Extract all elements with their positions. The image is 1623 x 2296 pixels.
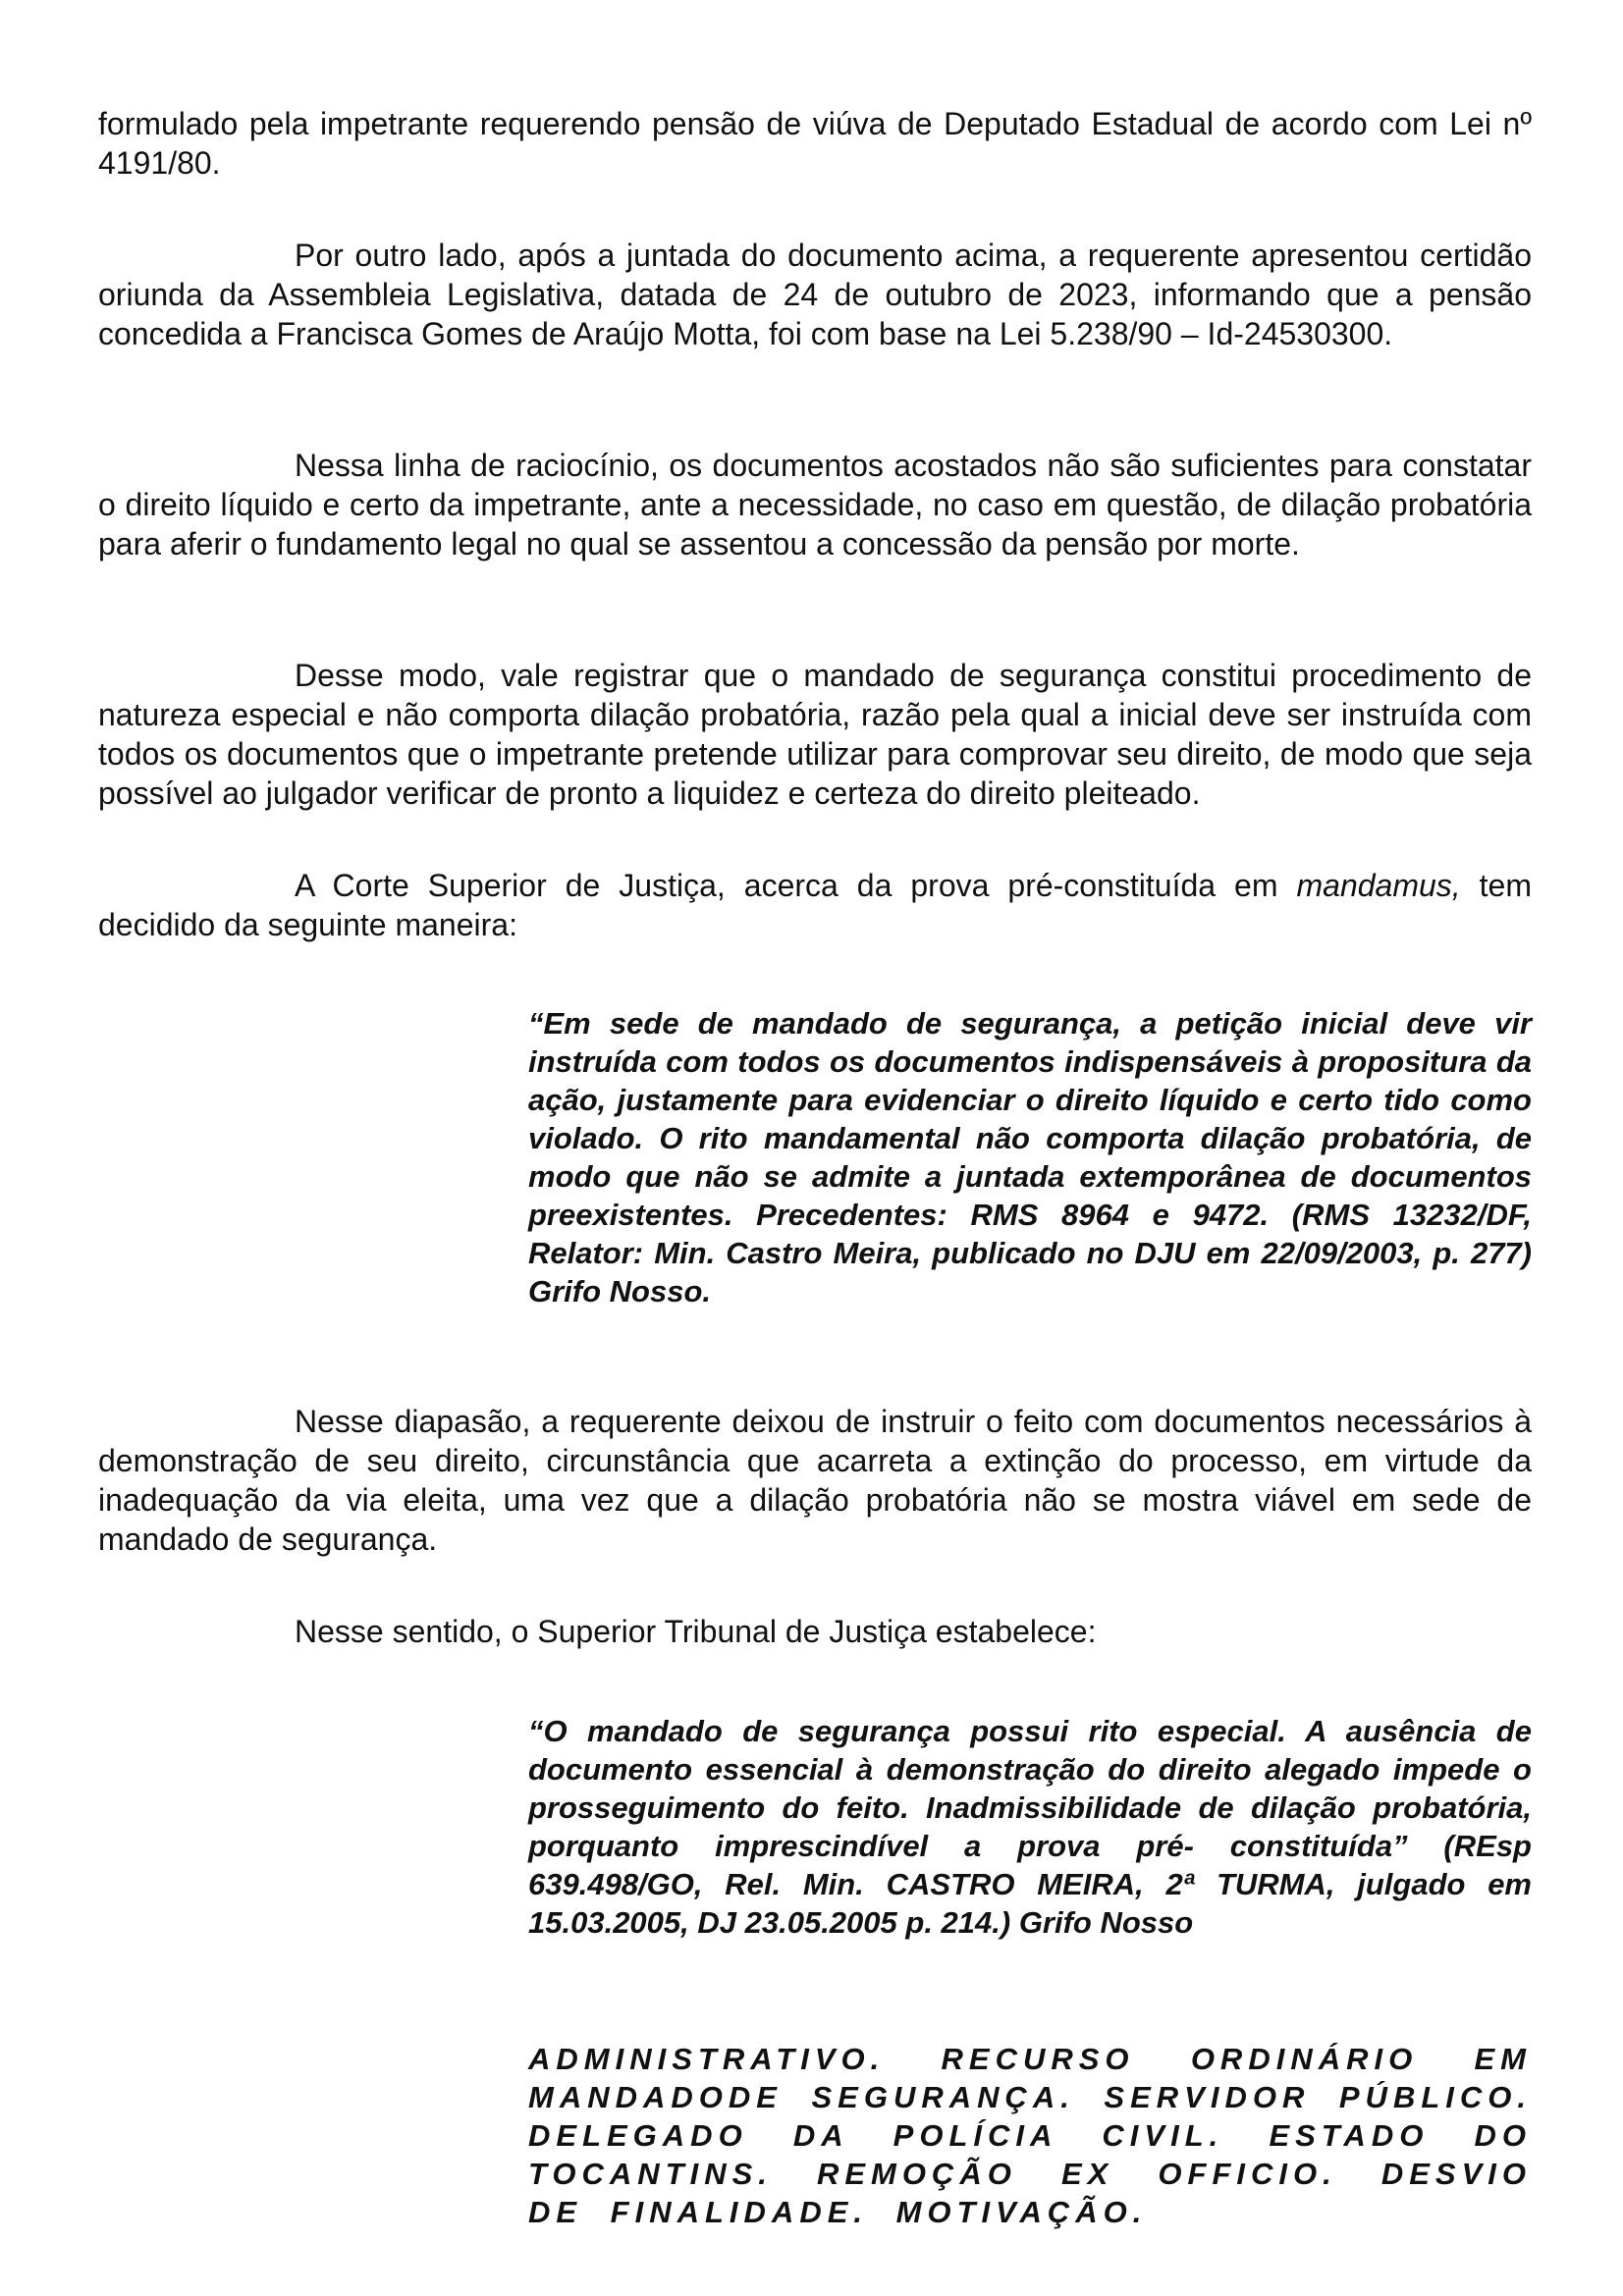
- quote-resp-639498: “O mandado de segurança possui rito especial. A ausência de documento essencial à demonstração do direito alegado impede o prosseguimento do feito. Inadmissibilidade de dilação probatória, porquanto imprescindível a prova pré- constituída” (REsp 639.498/GO, Rel. Min. CASTRO MEIRA, 2ª TURMA, julgado em 15.03.2005, DJ 23.05.2005 p. 214.) Grifo Nosso: [528, 1714, 1532, 1940]
- paragraph-desse-modo: Desse modo, vale registrar que o mandado de segurança constitui procedimento de natureza especial e não comporta dilação probatória, razão pela qual a inicial deve ser instruída com todos os documentos que o impetrante pretende utilizar para comprovar seu direito, de modo que seja possível ao julgador verificar de pronto a liquidez e certeza do direito pleiteado.: [98, 658, 1532, 811]
- corte-text-before: A Corte Superior de Justiça, acerca da prova pré-constituída em: [295, 868, 1297, 903]
- corte-text-italic: mandamus,: [1296, 868, 1461, 903]
- paragraph-certidao: Por outro lado, após a juntada do documento acima, a requerente apresentou certidão oriunda da Assembleia Legislativa, datada de 24 de outubro de 2023, informando que a pensão concedida a Francisca Gomes de Araújo Motta, foi com base na Lei 5.238/90 – Id-24530300.: [98, 238, 1532, 351]
- paragraph-nesse-sentido: Nesse sentido, o Superior Tribunal de Justiça estabelece:: [295, 1614, 1097, 1649]
- quote-ementa-header: ADMINISTRATIVO. RECURSO ORDINÁRIO EM MANDADODE SEGURANÇA. SERVIDOR PÚBLICO. DELEGADO DA POLÍCIA CIVIL. ESTADO DO TOCANTINS. REMOÇÃO EX OFFICIO. DESVIO DE FINALIDADE. MOTIVAÇÃO.: [528, 2042, 1532, 2229]
- paragraph-continuation: formulado pela impetrante requerendo pensão de viúva de Deputado Estadual de acordo com Lei nº 4191/80.: [98, 106, 1532, 181]
- paragraph-raciocinio: Nessa linha de raciocínio, os documentos acostados não são suficientes para constatar o direito líquido e certo da impetrante, ante a necessidade, no caso em questão, de dilação probatória para aferir o fundamento legal no qual se assentou a concessão da pensão por morte.: [98, 448, 1532, 561]
- paragraph-diapasao: Nesse diapasão, a requerente deixou de instruir o feito com documentos necessários à demonstração de seu direito, circunstância que acarreta a extinção do processo, em virtude da inadequação da via eleita, uma vez que a dilação probatória não se mostra viável em sede de mandado de segurança.: [98, 1404, 1532, 1557]
- corte-text-after: tem decidido da seguinte maneira:: [98, 868, 1533, 942]
- quote-rms-13232: “Em sede de mandado de segurança, a petição inicial deve vir instruída com todos os documentos indispensáveis à propositura da ação, justamente para evidenciar o direito líquido e certo tido como violado. O rito mandamental não comporta dilação probatória, de modo que não se admite a juntada extemporânea de documentos preexistentes. Precedentes: RMS 8964 e 9472. (RMS 13232/DF, Relator: Min. Castro Meira, publicado no DJU em 22/09/2003, p. 277) Grifo Nosso.: [528, 1006, 1532, 1308]
- paragraph-corte-superior: [98, 866, 1532, 944]
